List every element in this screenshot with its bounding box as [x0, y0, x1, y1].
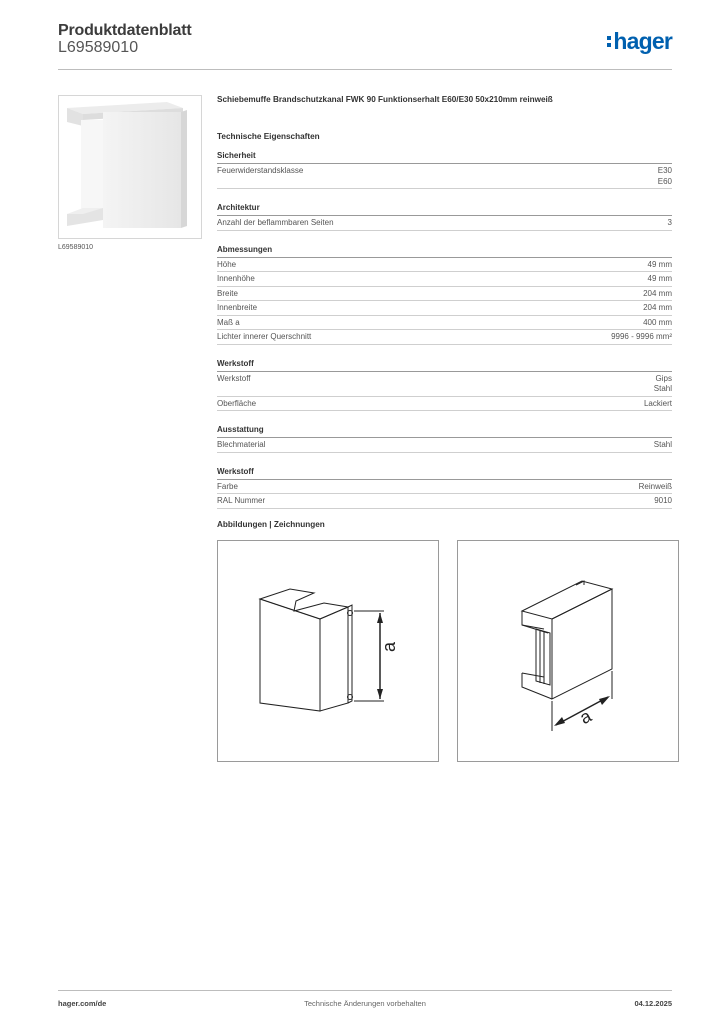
- property-group-title: Architektur: [217, 203, 672, 216]
- product-title: Schiebemuffe Brandschutzkanal FWK 90 Funktionserhalt E60/E30 50x210mm reinweiß: [217, 95, 553, 104]
- logo-text: hager: [613, 27, 672, 54]
- property-label: Farbe: [217, 481, 238, 491]
- property-row: [217, 316, 672, 331]
- property-group: [217, 245, 672, 345]
- property-group-title: Werkstoff: [217, 359, 672, 372]
- property-label: Maß a: [217, 317, 240, 327]
- property-value: 204 mm: [643, 303, 672, 312]
- hager-logo: [607, 28, 672, 54]
- product-details: [217, 95, 672, 509]
- property-label: Werkstoff: [217, 373, 251, 383]
- property-row: [217, 438, 672, 453]
- property-value: Stahl: [653, 440, 672, 449]
- property-value: 400 mm: [643, 317, 672, 327]
- property-value: E30 E60: [657, 166, 672, 186]
- property-label: Feuerwiderstandsklasse: [217, 166, 304, 175]
- property-row: [217, 216, 672, 231]
- property-value: 49 mm: [647, 274, 672, 283]
- property-value: 204 mm: [643, 288, 672, 298]
- dimension-label: a: [379, 641, 399, 652]
- document-type-title: Produktdatenblatt: [58, 22, 192, 39]
- property-row: [217, 287, 672, 302]
- technical-drawing-front: [217, 540, 439, 762]
- property-row: [217, 397, 672, 412]
- property-label: Innenbreite: [217, 303, 258, 312]
- dimension-arrow-icon: [554, 717, 565, 726]
- footer-date: 04.12.2025: [634, 999, 672, 1008]
- property-row: [217, 164, 672, 189]
- property-group-title: Werkstoff: [217, 467, 672, 480]
- footer-notice: Technische Änderungen vorbehalten: [304, 999, 426, 1008]
- technical-properties-heading: Technische Eigenschaften: [217, 132, 320, 141]
- property-row: [217, 494, 672, 509]
- page-header: [58, 22, 672, 70]
- property-group: [217, 425, 672, 453]
- dimension-arrow-icon: [377, 689, 383, 699]
- property-value: 9996 - 9996 mm²: [611, 332, 672, 341]
- product-code: L69589010: [58, 39, 139, 56]
- drawing-front-icon: [218, 541, 438, 761]
- property-label: Innenhöhe: [217, 274, 255, 283]
- property-value: 3: [667, 218, 672, 227]
- property-value: Lackiert: [643, 398, 672, 408]
- property-group-title: Ausstattung: [217, 425, 672, 438]
- property-row: [217, 480, 672, 495]
- product-image-caption: L69589010: [58, 244, 94, 251]
- property-group: [217, 467, 672, 509]
- property-label: RAL Nummer: [217, 496, 266, 505]
- dimension-arrow-icon: [599, 696, 610, 705]
- property-value: 9010: [654, 496, 672, 505]
- property-label: Anzahl der beflammbaren Seiten: [217, 218, 334, 227]
- property-label: Blechmaterial: [217, 440, 266, 449]
- property-group: [217, 359, 672, 412]
- property-group-title: Abmessungen: [217, 245, 672, 258]
- property-label: Höhe: [217, 259, 237, 269]
- property-group: [217, 151, 672, 189]
- dimension-arrow-icon: [377, 613, 383, 623]
- property-row: [217, 372, 672, 397]
- drawings-heading: Abbildungen | Zeichnungen: [217, 520, 325, 529]
- property-row: [217, 301, 672, 316]
- property-value: Gips Stahl: [653, 373, 672, 393]
- drawing-side-icon: [458, 541, 678, 761]
- property-value: Reinweiß: [638, 481, 672, 491]
- footer-website: hager.com/de: [58, 999, 107, 1008]
- property-value: 49 mm: [647, 259, 672, 269]
- property-label: Breite: [217, 288, 238, 298]
- property-group-title: Sicherheit: [217, 151, 672, 164]
- logo-dots-icon: [607, 36, 611, 47]
- dimension-label: a: [576, 705, 595, 729]
- product-image: [58, 95, 202, 239]
- technical-drawing-side: [457, 540, 679, 762]
- property-label: Oberfläche: [217, 398, 257, 408]
- property-row: [217, 330, 672, 345]
- property-row: [217, 258, 672, 273]
- product-photo-icon: [59, 96, 201, 238]
- page-footer: [58, 990, 672, 1008]
- property-group: [217, 203, 672, 231]
- property-label: Lichter innerer Querschnitt: [217, 332, 312, 341]
- property-row: [217, 272, 672, 287]
